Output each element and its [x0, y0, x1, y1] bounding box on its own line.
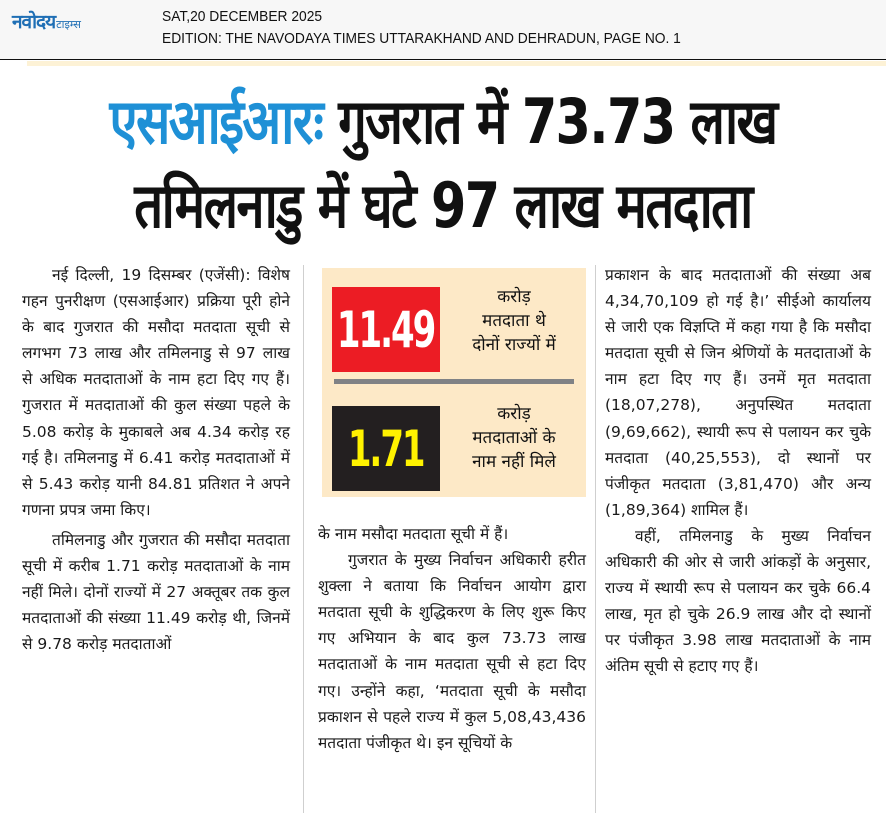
stat-caption	[446, 285, 582, 357]
edition-date: SAT,20 DECEMBER 2025	[162, 8, 323, 25]
paragraph: प्रकाशन के बाद मतदाताओं की संख्या अब 4,34,70,109 हो गई है।’ सीईओ कार्यालय से जारी एक विज्ञप्ति में कहा गया है कि मसौदा मतदाता सूची से जिन श्रेणियों के मतदाताओं के नाम हटा दिए गए हैं। उनमें मृत मतदाता (18,07,278), अनुपस्थित मतदाता (9,69,662), स्थायी रूप से पलायन कर चुके मतदाता (40,25,553), दो स्थानों पर पंजीकृत मतदाता (3,81,470) और अन्य (1,89,364) शामिल हैं।	[605, 266, 871, 519]
caption-line: मतदाता थे	[482, 311, 546, 331]
paragraph: नई दिल्ली, 19 दिसम्बर (एजेंसी): विशेष गहन पुनरीक्षण (एसआईआर) प्रक्रिया पूरी होने के बाद गुजरात की मसौदा मतदाता सूची से लगभग 73 लाख और तमिलनाडु से 97 लाख से अधिक मतदाताओं के नाम हटा दिए गए हैं। गुजरात में मतदाताओं की कुल संख्या पहले के 5.08 करोड़ के मुकाबले अब 4.34 करोड़ रह गई है। तमिलनाडु में 6.41 करोड़ मतदाताओं में से 5.43 करोड़ यानी 84.81 प्रतिशत ने अपने गणना प्रपत्र जमा किए।	[22, 266, 290, 519]
caption-line: करोड़	[497, 404, 531, 424]
infobox-divider	[334, 379, 574, 384]
stat-caption	[446, 402, 582, 474]
stat-value: 11.49	[337, 300, 435, 359]
column-divider	[303, 265, 304, 813]
stat-value: 1.71	[348, 419, 424, 478]
paragraph: के नाम मसौदा मतदाता सूची में हैं।	[318, 525, 509, 543]
headline-line-1-text: ः गुजरात में 73.73 लाख	[322, 85, 777, 158]
article-column-2	[318, 521, 586, 756]
headline-kicker: एसआईआर	[109, 85, 323, 158]
paragraph: तमिलनाडु और गुजरात की मसौदा मतदाता सूची में करीब 1.71 करोड़ मतदाताओं के नाम नहीं मिले। दोनों राज्यों में 27 अक्तूबर तक कुल मतदाताओं की संख्या 11.49 करोड़ थी, जिनमें से 9.78 करोड़ मतदाताओं	[22, 530, 290, 654]
caption-line: मतदाताओं के	[472, 428, 556, 448]
logo-main-text: नवोदय	[12, 11, 56, 33]
article-column-3	[605, 262, 871, 680]
header-strip	[27, 61, 886, 66]
paragraph: गुजरात के मुख्य निर्वाचन अधिकारी हरीत शुक्ला ने बताया कि निर्वाचन आयोग द्वारा मतदाता सूची के शुद्धिकरण के लिए शुरू किए गए अभियान के बाद कुल 73.73 लाख मतदाताओं के नाम मतदाता सूची से हटा दिए गए। उन्होंने कहा, ‘मतदाता सूची के मसौदा प्रकाशन से पहले राज्य में कुल 5,08,43,436 मतदाता पंजीकृत थे। इन सूचियों के	[318, 551, 586, 752]
newspaper-logo[interactable]	[12, 8, 81, 34]
paragraph: वहीं, तमिलनाडु के मुख्य निर्वाचन अधिकारी की ओर से जारी आंकड़ों के अनुसार, राज्य में स्थायी रूप से पलायन कर चुके 66.4 लाख, मृत हो चुके 26.9 लाख और दो स्थानों पर पंजीकृत 3.98 लाख मतदाताओं के नाम अंतिम सूची से हटाए गए हैं।	[605, 526, 871, 676]
caption-line: नाम नहीं मिले	[472, 452, 556, 472]
edition-info: EDITION: THE NAVODAYA TIMES UTTARAKHAND AND DEHRADUN, PAGE NO. 1	[162, 30, 681, 47]
logo-sub-text: टाइम्स	[56, 18, 81, 31]
headline-line-2: तमिलनाडु में घटे 97 लाख मतदाता	[134, 169, 752, 242]
column-divider	[595, 265, 596, 813]
stat-total-voters	[332, 287, 440, 372]
stat-missing-voters	[332, 406, 440, 491]
caption-line: दोनों राज्यों में	[472, 335, 556, 355]
article-column-1	[22, 262, 290, 657]
article-headline	[0, 80, 886, 248]
edition-header	[0, 0, 886, 60]
headline-line-1	[80, 80, 807, 164]
caption-line: करोड़	[497, 287, 531, 307]
stats-infobox	[322, 268, 586, 497]
